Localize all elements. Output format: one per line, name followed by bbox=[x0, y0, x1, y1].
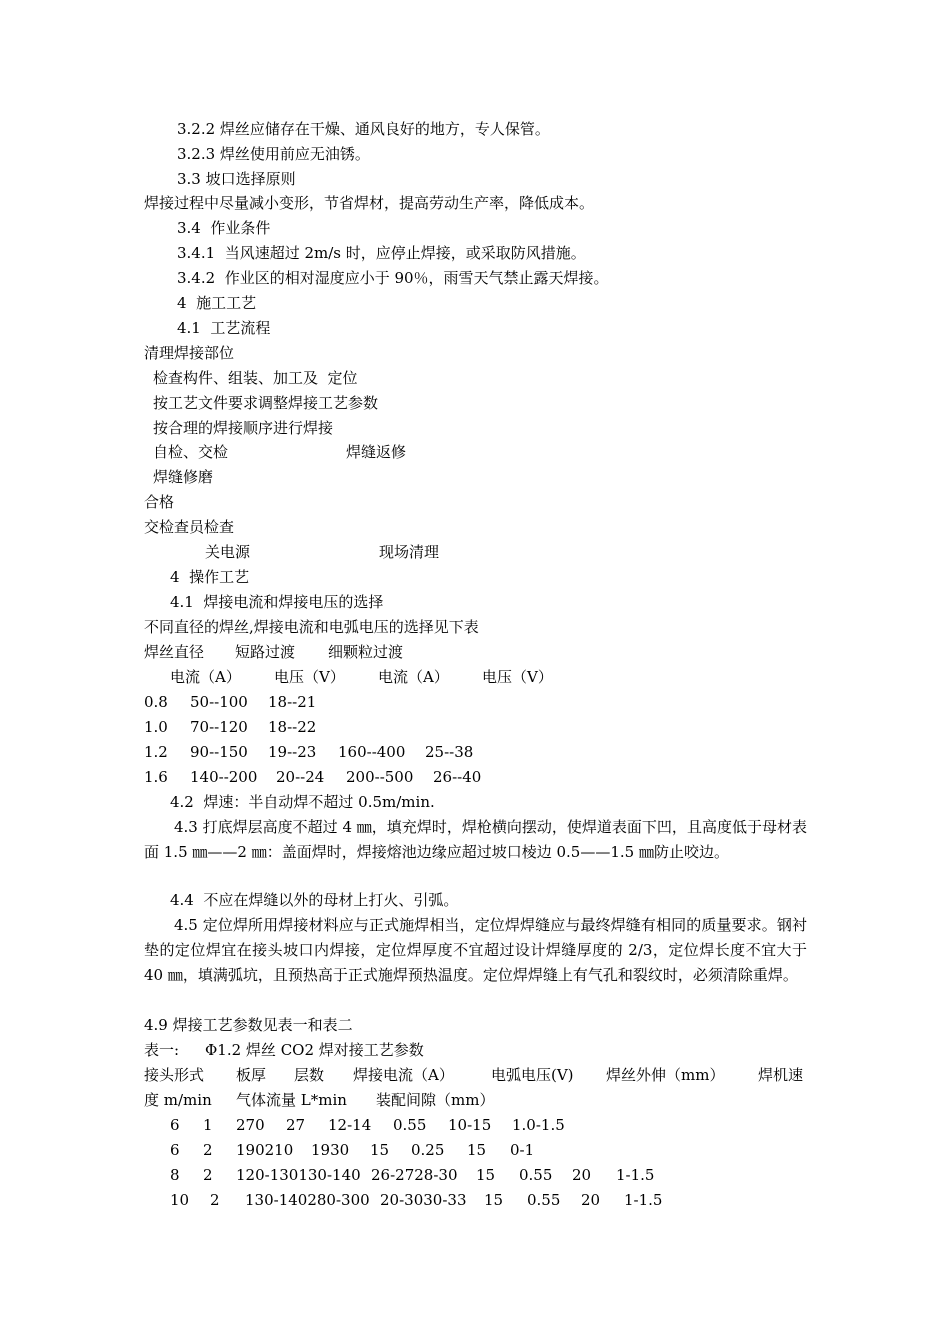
table-header-cell: 装配间隙（mm） bbox=[376, 1091, 495, 1109]
flow-step: 按合理的焊接顺序进行焊接 bbox=[153, 419, 334, 437]
flow-step: 检查构件、组装、加工及 定位 bbox=[153, 369, 358, 387]
table-cell: 190210 bbox=[236, 1141, 294, 1159]
table-cell: 19--23 bbox=[268, 743, 317, 761]
table-cell: 1.0-1.5 bbox=[512, 1116, 565, 1134]
paragraph-4-5: 4.5 定位焊所用焊接材料应与正式施焊相当，定位焊焊缝应与最终焊缝有相同的质量要求。钢衬垫的定位焊宜在接头坡口内焊接，定位焊厚度不宜超过设计焊缝厚度的 2/3，定位焊长度不宜大于 40 ㎜，填满弧坑，且预热高于正式施焊预热温度。定位焊焊缝上有气孔和裂纹时，必须清除重焊。 bbox=[144, 916, 807, 984]
table-header-cell: 细颗粒过渡 bbox=[328, 643, 404, 661]
table-caption-label: 表一: bbox=[144, 1041, 180, 1059]
table-cell: 20-3030-33 bbox=[380, 1191, 467, 1209]
table-header-cell: 短路过渡 bbox=[235, 643, 296, 661]
table-cell: 0.55 bbox=[527, 1191, 561, 1209]
section-3-4-1: 3.4.1 当风速超过 2m/s 时，应停止焊接，或采取防风措施。 bbox=[177, 244, 586, 262]
table-header-cell: 板厚 bbox=[236, 1066, 267, 1084]
table-cell: 140--200 bbox=[190, 768, 258, 786]
table-cell: 270 bbox=[236, 1116, 265, 1134]
paragraph-4-3: 4.3 打底焊层高度不超过 4 ㎜，填充焊时，焊枪横向摆动，使焊道表面下凹，且高度低于母材表面 1.5 ㎜——2 ㎜：盖面焊时，焊接熔池边缘应超过坡口棱边 0.5——1.5 ㎜防止咬边。 bbox=[144, 818, 807, 861]
table-header-cell: 电流（A） bbox=[170, 668, 241, 686]
section-3-2-3: 3.2.3 焊丝使用前应无油锈。 bbox=[177, 145, 370, 163]
table-cell: 25--38 bbox=[425, 743, 474, 761]
table-cell: 1 bbox=[203, 1116, 213, 1134]
table-header-cell: 电压（V） bbox=[274, 668, 345, 686]
table-cell: 90--150 bbox=[190, 743, 248, 761]
table-cell: 1930 bbox=[311, 1141, 350, 1159]
table-header-cell: 焊机速 bbox=[758, 1066, 804, 1084]
table-cell: 1.2 bbox=[144, 743, 168, 761]
paragraph-4-4: 4.4 不应在焊缝以外的母材上打火、引弧。 bbox=[170, 891, 459, 909]
section-3-3-heading: 3.3 坡口选择原则 bbox=[177, 170, 296, 188]
table-cell: 10-15 bbox=[448, 1116, 492, 1134]
table-cell: 15 bbox=[370, 1141, 390, 1159]
table-header-cell: 焊丝外伸（mm） bbox=[606, 1066, 725, 1084]
flow-step: 现场清理 bbox=[379, 543, 440, 561]
section-3-4-heading: 3.4 作业条件 bbox=[177, 219, 271, 237]
table-cell: 6 bbox=[170, 1141, 180, 1159]
table-caption: Φ1.2 焊丝 CO2 焊对接工艺参数 bbox=[205, 1041, 424, 1059]
table-cell: 20--24 bbox=[276, 768, 325, 786]
table-cell: 18--21 bbox=[268, 693, 317, 711]
table-cell: 0.8 bbox=[144, 693, 168, 711]
table-header-cell: 电压（V） bbox=[482, 668, 553, 686]
table-cell: 20 bbox=[581, 1191, 601, 1209]
table-cell: 1.0 bbox=[144, 718, 168, 736]
paragraph-4-9: 4.9 焊接工艺参数见表一和表二 bbox=[144, 1016, 353, 1034]
ops-heading: 4 操作工艺 bbox=[170, 568, 250, 586]
table-cell: 160--400 bbox=[338, 743, 406, 761]
table-cell: 27 bbox=[286, 1116, 306, 1134]
flow-step: 清理焊接部位 bbox=[144, 344, 235, 362]
table-cell: 6 bbox=[170, 1116, 180, 1134]
section-3-3-text: 焊接过程中尽量减小变形，节省焊材，提高劳动生产率，降低成本。 bbox=[144, 194, 595, 212]
table-cell: 70--120 bbox=[190, 718, 248, 736]
section-4-1-heading: 4.1 工艺流程 bbox=[177, 319, 271, 337]
flow-step: 焊缝修磨 bbox=[153, 468, 214, 486]
flow-step: 自检、交检 bbox=[153, 443, 229, 461]
flow-step: 关电源 bbox=[205, 543, 251, 561]
flow-step: 交检查员检查 bbox=[144, 518, 235, 536]
table-header-cell: 焊接电流（A） bbox=[353, 1066, 454, 1084]
table-cell: 0.55 bbox=[519, 1166, 553, 1184]
table-cell: 12-14 bbox=[328, 1116, 372, 1134]
table-cell: 26--40 bbox=[433, 768, 482, 786]
table-header-cell: 气体流量 L*min bbox=[236, 1091, 347, 1109]
table-header-cell: 电流（A） bbox=[378, 668, 449, 686]
table-header-cell: 接头形式 bbox=[144, 1066, 205, 1084]
ops-intro: 不同直径的焊丝,焊接电流和电弧电压的选择见下表 bbox=[144, 618, 479, 636]
table-cell: 0-1 bbox=[510, 1141, 535, 1159]
table-cell: 1-1.5 bbox=[624, 1191, 663, 1209]
section-3-2-2: 3.2.2 焊丝应储存在干燥、通风良好的地方，专人保管。 bbox=[177, 120, 550, 138]
table-cell: 120-130130-140 bbox=[236, 1166, 361, 1184]
section-4-heading: 4 施工工艺 bbox=[177, 294, 257, 312]
table-cell: 20 bbox=[572, 1166, 592, 1184]
table-header-cell: 层数 bbox=[294, 1066, 325, 1084]
table-cell: 200--500 bbox=[346, 768, 414, 786]
table-cell: 2 bbox=[210, 1191, 220, 1209]
table-cell: 10 bbox=[170, 1191, 190, 1209]
table-cell: 2 bbox=[203, 1141, 213, 1159]
table-cell: 50--100 bbox=[190, 693, 248, 711]
table-cell: 18--22 bbox=[268, 718, 317, 736]
table-cell: 15 bbox=[484, 1191, 504, 1209]
table-cell: 15 bbox=[476, 1166, 496, 1184]
flow-step: 焊缝返修 bbox=[346, 443, 407, 461]
table-header-cell: 焊丝直径 bbox=[144, 643, 205, 661]
ops-4-1-heading: 4.1 焊接电流和焊接电压的选择 bbox=[170, 593, 384, 611]
table-header-cell: 度 m/min bbox=[144, 1091, 212, 1109]
table-cell: 15 bbox=[467, 1141, 487, 1159]
table-cell: 0.55 bbox=[393, 1116, 427, 1134]
table-cell: 8 bbox=[170, 1166, 180, 1184]
table-cell: 1.6 bbox=[144, 768, 168, 786]
table-cell: 1-1.5 bbox=[616, 1166, 655, 1184]
flow-step: 合格 bbox=[144, 493, 175, 511]
table-cell: 26-2728-30 bbox=[371, 1166, 458, 1184]
paragraph-4-2: 4.2 焊速：半自动焊不超过 0.5m/min. bbox=[170, 793, 435, 811]
flow-step: 按工艺文件要求调整焊接工艺参数 bbox=[153, 394, 379, 412]
table-header-cell: 电弧电压(V) bbox=[491, 1066, 574, 1084]
section-3-4-2: 3.4.2 作业区的相对湿度应小于 90％，雨雪天气禁止露天焊接。 bbox=[177, 269, 609, 287]
table-cell: 0.25 bbox=[411, 1141, 445, 1159]
table-cell: 2 bbox=[203, 1166, 213, 1184]
table-cell: 130-140280-300 bbox=[245, 1191, 370, 1209]
